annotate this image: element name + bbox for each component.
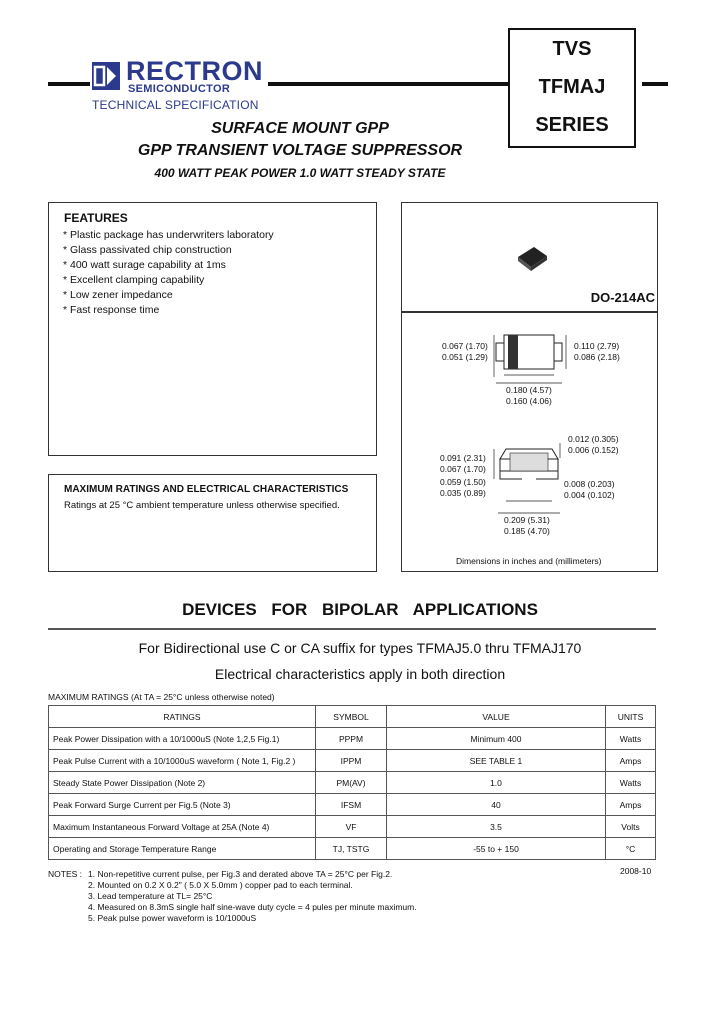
feature-item: * Excellent clamping capability	[63, 274, 205, 286]
section-divider	[48, 628, 656, 630]
table-header: UNITS	[606, 706, 656, 728]
table-row	[49, 728, 656, 750]
dim-value: 0.180 (4.57)	[506, 385, 552, 395]
package-name: DO-214AC	[590, 290, 655, 305]
note-item: 2. Mounted on 0.2 X 0.2" ( 5.0 X 5.0mm ) copper pad to each terminal.	[88, 880, 353, 890]
table-header-row	[49, 706, 656, 728]
dim-value: 0.008 (0.203)	[564, 479, 615, 489]
dim-top-left	[442, 341, 488, 363]
bidirectional-text: For Bidirectional use C or CA suffix for types TFMAJ5.0 thru TFMAJ170	[138, 640, 582, 656]
table-cell: Peak Forward Surge Current per Fig.5 (Note 3)	[49, 794, 316, 816]
table-cell: Peak Pulse Current with a 10/1000uS waveform ( Note 1, Fig.2 )	[49, 750, 316, 772]
note-item: 4. Measured on 8.3mS single half sine-wave duty cycle = 4 pules per minute maximum.	[88, 902, 417, 912]
series-line-3: SERIES	[535, 114, 609, 136]
table-row	[49, 750, 656, 772]
header-rule-left	[48, 82, 90, 86]
dim-value: 0.160 (4.06)	[506, 396, 552, 406]
header-rule-mid	[268, 82, 508, 86]
table-cell: Steady State Power Dissipation (Note 2)	[49, 772, 316, 794]
dim-value: 0.012 (0.305)	[568, 434, 619, 444]
table-header: RATINGS	[49, 706, 316, 728]
table-cell: Volts	[606, 816, 656, 838]
brand-sub: SEMICONDUCTOR	[128, 83, 231, 95]
dim-value: 0.006 (0.152)	[568, 445, 619, 455]
features-list	[63, 228, 274, 318]
max-ratings-text: Ratings at 25 °C ambient temperature unless otherwise specified.	[64, 500, 340, 511]
feature-item: * Glass passivated chip construction	[63, 244, 232, 256]
dim-top-bottom	[506, 385, 552, 407]
table-row	[49, 816, 656, 838]
table-cell: 3.5	[387, 816, 606, 838]
dim-side-left-bot	[440, 477, 486, 499]
dim-caption: Dimensions in inches and (millimeters)	[456, 556, 602, 566]
max-ratings-heading: MAXIMUM RATINGS AND ELECTRICAL CHARACTERISTICS	[64, 484, 349, 495]
dim-side-left-top	[440, 453, 486, 475]
dim-value: 0.035 (0.89)	[440, 488, 486, 498]
dim-side-bottom	[504, 515, 550, 537]
table-row	[49, 772, 656, 794]
table-cell: Minimum 400	[387, 728, 606, 750]
table-cell: Watts	[606, 728, 656, 750]
table-cell: Amps	[606, 750, 656, 772]
table-cell: °C	[606, 838, 656, 860]
table-cell: IFSM	[316, 794, 387, 816]
dim-value: 0.059 (1.50)	[440, 477, 486, 487]
dim-value: 0.110 (2.79)	[574, 341, 620, 351]
revision-date: 2008-10	[620, 866, 652, 876]
feature-item: * Low zener impedance	[63, 289, 173, 301]
dim-value: 0.067 (1.70)	[442, 341, 488, 351]
feature-item: * Fast response time	[63, 304, 160, 316]
header-rule-right	[642, 82, 668, 86]
note-item: 5. Peak pulse power waveform is 10/1000uS	[88, 913, 257, 923]
feature-item: * 400 watt surage capability at 1ms	[63, 259, 226, 271]
table-cell: -55 to + 150	[387, 838, 606, 860]
series-line-2: TFMAJ	[538, 76, 606, 98]
table-cell: PPPM	[316, 728, 387, 750]
electrical-text: Electrical characteristics apply in both direction	[214, 666, 506, 682]
dim-side-right-top	[568, 434, 619, 456]
table-cell: Operating and Storage Temperature Range	[49, 838, 316, 860]
dim-value: 0.051 (1.29)	[442, 352, 488, 362]
table-cell: Peak Power Dissipation with a 10/1000uS (Note 1,2,5 Fig.1)	[49, 728, 316, 750]
title-line-3: 400 WATT PEAK POWER 1.0 WATT STEADY STATE	[154, 166, 446, 180]
brand-name: RECTRON	[126, 56, 263, 86]
note-item: 1. Non-repetitive current pulse, per Fig.3 and derated above TA = 25°C per Fig.2.	[88, 869, 393, 879]
table-cell: 40	[387, 794, 606, 816]
table-cell: Amps	[606, 794, 656, 816]
notes-list	[88, 869, 417, 924]
max-ratings-box	[48, 474, 377, 572]
table-cell: PM(AV)	[316, 772, 387, 794]
features-box	[48, 202, 377, 456]
rectron-logo-icon	[92, 62, 120, 90]
table-caption: MAXIMUM RATINGS (At TA = 25°C unless otherwise noted)	[48, 692, 275, 702]
dim-value: 0.004 (0.102)	[564, 490, 615, 500]
table-row	[49, 794, 656, 816]
table-cell: Maximum Instantaneous Forward Voltage at 25A (Note 4)	[49, 816, 316, 838]
dim-value: 0.185 (4.70)	[504, 526, 550, 536]
table-cell: IPPM	[316, 750, 387, 772]
table-cell: SEE TABLE 1	[387, 750, 606, 772]
table-cell: VF	[316, 816, 387, 838]
dim-value: 0.209 (5.31)	[504, 515, 550, 525]
notes-label: NOTES :	[48, 869, 83, 879]
table-header: SYMBOL	[316, 706, 387, 728]
features-heading: FEATURES	[64, 211, 128, 225]
dim-value: 0.091 (2.31)	[440, 453, 486, 463]
brand-tagline: TECHNICAL SPECIFICATION	[92, 98, 259, 112]
dim-top-right	[574, 341, 620, 363]
table-row	[49, 838, 656, 860]
series-line-1: TVS	[552, 38, 592, 60]
dim-side-right-bot	[564, 479, 615, 501]
devices-heading: DEVICES FOR BIPOLAR APPLICATIONS	[182, 600, 538, 619]
title-line-2: GPP TRANSIENT VOLTAGE SUPPRESSOR	[137, 142, 463, 159]
dim-value: 0.067 (1.70)	[440, 464, 486, 474]
package-photo-icon	[514, 243, 550, 273]
note-item: 3. Lead temperature at TL= 25°C	[88, 891, 213, 901]
table-header: VALUE	[387, 706, 606, 728]
table-cell: Watts	[606, 772, 656, 794]
title-line-1: SURFACE MOUNT GPP	[211, 120, 389, 137]
feature-item: * Plastic package has underwriters laboratory	[63, 229, 274, 241]
ratings-table	[48, 705, 656, 860]
table-cell: TJ, TSTG	[316, 838, 387, 860]
dim-value: 0.086 (2.18)	[574, 352, 620, 362]
table-cell: 1.0	[387, 772, 606, 794]
dimension-box	[401, 312, 658, 572]
package-box	[401, 202, 658, 312]
